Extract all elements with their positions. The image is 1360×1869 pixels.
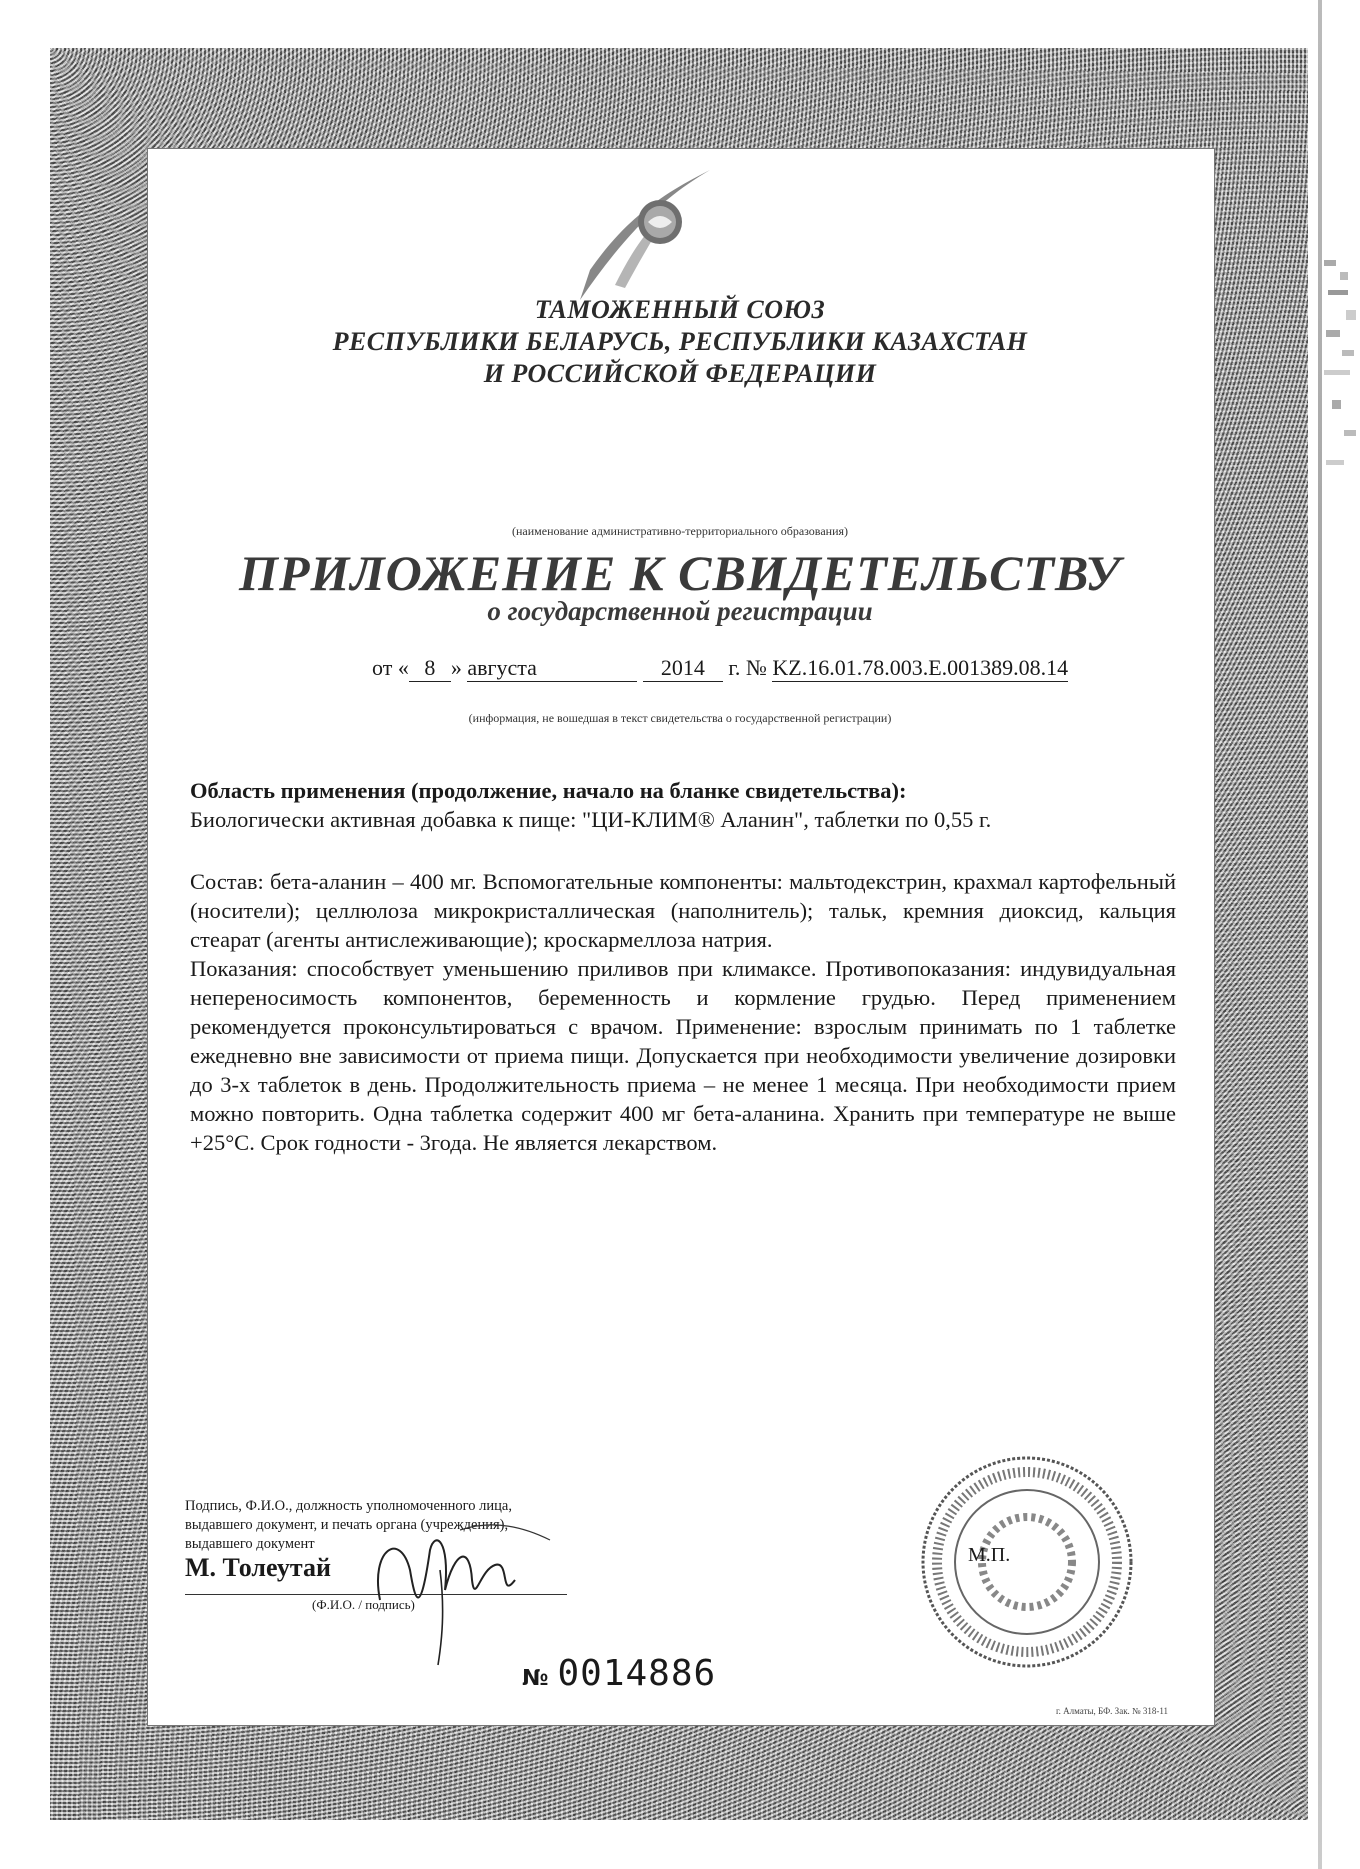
signatory-name: М. Толеутай bbox=[185, 1553, 331, 1582]
official-stamp bbox=[920, 1455, 1135, 1670]
scan-artifact bbox=[1322, 250, 1360, 550]
print-note: г. Алматы, БФ. Зак. № 318-11 bbox=[1056, 1706, 1169, 1716]
product-line: Биологически активная добавка к пище: "ЦИ-КЛИМ® Аланин", таблетки по 0,55 г. bbox=[190, 807, 992, 832]
signature-caption: Подпись, Ф.И.О., должность уполномоченного лица, выдавшего документ, и печать органа (учреждения), выдавшего документ bbox=[185, 1498, 512, 1552]
reg-number: KZ.16.01.78.003.E.001389.08.14 bbox=[772, 655, 1069, 680]
serial-digits: 0014886 bbox=[557, 1653, 717, 1694]
union-title-line-1: ТАМОЖЕННЫЙ СОЮЗ bbox=[534, 295, 826, 324]
registration-line bbox=[372, 655, 1068, 682]
date-day-close: » bbox=[450, 655, 462, 680]
territory-caption: (наименование административно-территориального образования) bbox=[511, 524, 849, 538]
number-sign: № bbox=[745, 655, 767, 680]
handwritten-signature bbox=[360, 1510, 580, 1670]
signature-under-caption: (Ф.И.О. / подпись) bbox=[312, 1597, 415, 1612]
stamp-label: М.П. bbox=[968, 1544, 1011, 1566]
scope-block bbox=[190, 776, 1176, 834]
document-title: ПРИЛОЖЕНИЕ К СВИДЕТЕЛЬСТВУ bbox=[239, 545, 1121, 601]
document-subtitle: о государственной регистрации bbox=[487, 596, 873, 626]
composition-paragraph: Состав: бета-аланин – 400 мг. Вспомогательные компоненты: мальтодекстрин, крахмал картофельный (носители); целлюлоза микрокристаллическая (наполнитель); тальк, кремния диоксид, кальция стеарат (агенты антислеживающие); кроскармеллоза натрия. bbox=[190, 869, 1176, 952]
info-caption: (информация, не вошедшая в текст свидетельства о государственной регистрации) bbox=[468, 711, 892, 725]
description-block bbox=[190, 867, 1176, 1157]
scope-heading: Область применения (продолжение, начало на бланке свидетельства): bbox=[190, 778, 907, 803]
reg-year: 2014 bbox=[643, 655, 723, 682]
union-title-line-2: РЕСПУБЛИКИ БЕЛАРУСЬ, РЕСПУБЛИКИ КАЗАХСТАН bbox=[332, 327, 1028, 356]
customs-union-emblem-icon bbox=[520, 160, 720, 310]
serial-sign: № bbox=[522, 1666, 549, 1691]
indications-paragraph: Показания: способствует уменьшению приливов при климаксе. Противопоказания: индувидуальная непереносимость компонентов, беременность и кормление грудью. Перед применением рекомендуется проконсультироваться с врачом. Применение: взрослым принимать по 1 таблетке ежедневно вне зависимости от приема пищи. Допускается при необходимости увеличение дозировки до 3-х таблеток в день. Продолжительность приема – не менее 1 месяца. При необходимости прием можно повторить. Одна таблетка содержит 400 мг бета-аланина. Хранить при температуре не выше +25°С. Срок годности - 3года. Не является лекарством. bbox=[190, 956, 1176, 1155]
reg-day: 8 bbox=[409, 655, 451, 682]
date-prefix: от « bbox=[372, 655, 409, 680]
union-title-line-3: И РОССИЙСКОЙ ФЕДЕРАЦИИ bbox=[483, 359, 877, 388]
year-suffix: г. bbox=[728, 655, 741, 680]
reg-month: августа bbox=[467, 655, 637, 682]
serial-number bbox=[522, 1652, 716, 1694]
